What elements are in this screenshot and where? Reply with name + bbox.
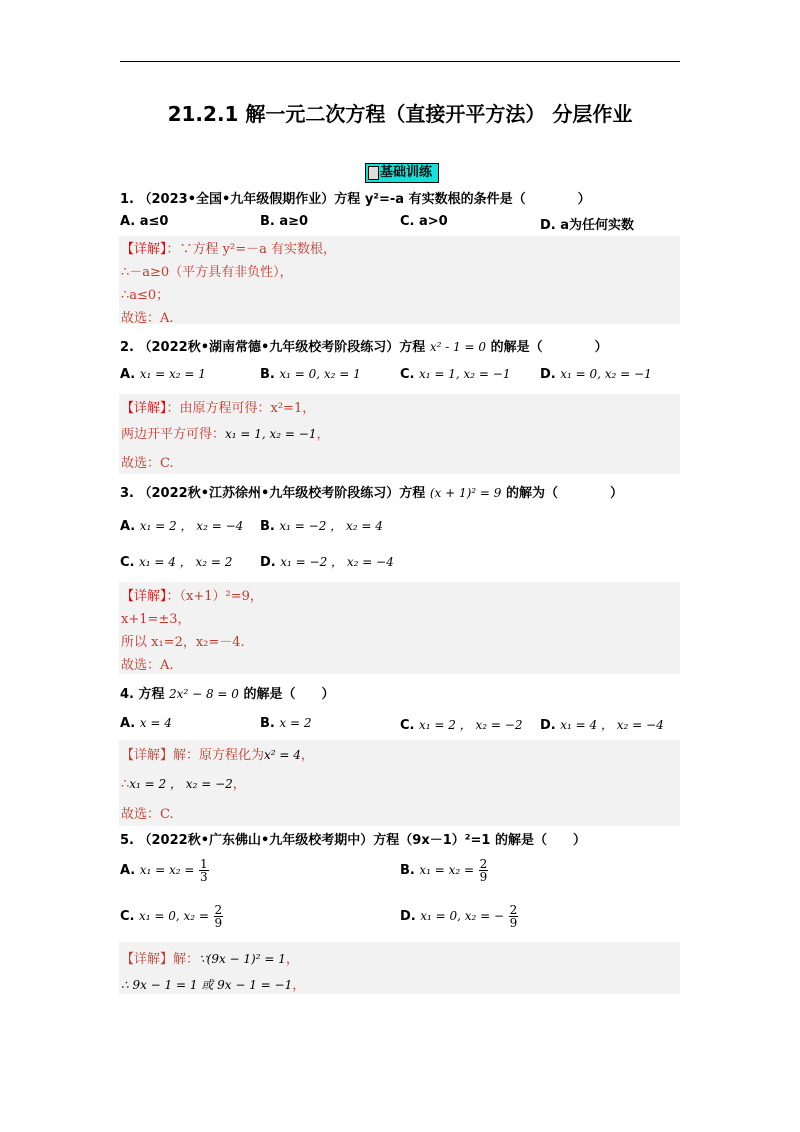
q4-equation: 2x² − 8 = 0 — [169, 687, 239, 701]
q4-answer-line: 【详解】解：原方程化为x² = 4， — [121, 748, 314, 763]
q5-answer-line: 【详解】解：∵(9x − 1)² = 1， — [121, 952, 299, 967]
q2-stem-text: 2. （2022秋•湖南常德•九年级校考阶段练习）方程 — [120, 340, 426, 355]
q1-answer-line: ∴a≤0； — [121, 288, 170, 303]
q3-answer-line: 所以 x₁=2，x₂=－4. — [121, 635, 245, 650]
q2-answer-box — [119, 394, 680, 474]
q4-option-d: D. x₁ = 4 ， x₂ = −4 — [540, 718, 664, 733]
q3-stem-text: 3. （2022秋•江苏徐州•九年级校考阶段练习）方程 — [120, 486, 426, 501]
q2-option-d: D. x₁ = 0, x₂ = −1 — [540, 367, 652, 382]
q5-option-d: D. x₁ = 0, x₂ = − $\frac{2}{9}$ — [400, 903, 518, 930]
q3-stem-tail: 的解为（ ） — [505, 486, 623, 501]
top-rule — [120, 61, 680, 62]
q3-equation: (x + 1)² = 9 — [429, 486, 502, 500]
question-5-stem: 5. （2022秋•广东佛山•九年级校考期中）方程（9x－1）²=1 的解是（ ） — [120, 833, 586, 848]
question-2-stem — [120, 336, 608, 355]
question-3-stem — [120, 482, 623, 501]
q1-answer-box — [119, 236, 680, 324]
section-badge — [365, 163, 439, 183]
q3-answer-line: x+1=±3， — [121, 612, 191, 627]
q1-answer-line: ∴－a≥0（平方具有非负性）， — [121, 265, 293, 280]
q2-option-b: B. x₁ = 0, x₂ = 1 — [260, 367, 361, 382]
q4-option-c: C. x₁ = 2 ， x₂ = −2 — [400, 718, 523, 733]
q1-answer-line: 故选：A. — [121, 311, 174, 326]
q5-answer-box — [119, 942, 680, 994]
q1-answer-line: 【详解】：∵方程 y²=－a 有实数根， — [121, 242, 336, 257]
q5-answer-line: ∴ 9x − 1 = 1 或 9x − 1 = −1， — [121, 978, 306, 993]
q5-option-c: C. x₁ = 0, x₂ = $\frac{2}{9}$ — [120, 903, 223, 930]
q2-stem-tail: 的解是（ ） — [490, 340, 608, 355]
q2-answer-line: 【详解】：由原方程可得：x²=1， — [121, 401, 316, 416]
section-label: 基础训练 — [380, 165, 433, 180]
q3-answer-box — [119, 582, 680, 674]
q5-option-b: B. x₁ = x₂ = $\frac{2}{9}$ — [400, 857, 488, 884]
question-4-stem — [120, 683, 334, 702]
q2-option-a: A. x₁ = x₂ = 1 — [120, 367, 206, 382]
q1-option-d: D. a为任何实数 — [540, 218, 635, 233]
q4-answer-box — [119, 740, 680, 826]
checkbox-icon — [368, 166, 379, 180]
q2-option-c: C. x₁ = 1, x₂ = −1 — [400, 367, 511, 382]
q4-option-b: B. x = 2 — [260, 716, 312, 731]
question-1-stem: 1. （2023•全国•九年级假期作业）方程 y²=-a 有实数根的条件是（ ） — [120, 192, 591, 207]
q3-answer-line: 故选：A. — [121, 658, 174, 673]
q4-stem-text: 4. 方程 — [120, 687, 165, 702]
q3-option-c: C. x₁ = 4 ， x₂ = 2 — [120, 555, 233, 570]
page-title: 21.2.1 解一元二次方程（直接开平方法） 分层作业 — [167, 102, 633, 126]
q4-answer-line: 故选：C. — [121, 807, 174, 822]
q3-option-b: B. x₁ = −2 ， x₂ = 4 — [260, 519, 383, 534]
q3-option-d: D. x₁ = −2 ， x₂ = −4 — [260, 555, 394, 570]
q1-option-b: B. a≥0 — [260, 214, 309, 229]
q4-answer-line: ∴x₁ = 2 ， x₂ = −2， — [121, 777, 246, 792]
q2-equation: x² - 1 = 0 — [429, 340, 487, 354]
q4-stem-tail: 的解是（ ） — [243, 687, 335, 702]
q1-option-a: A. a≤0 — [120, 214, 169, 229]
q3-option-a: A. x₁ = 2 ， x₂ = −4 — [120, 519, 244, 534]
q1-option-c: C. a>0 — [400, 214, 448, 229]
q3-answer-line: 【详解】：（x+1）²=9， — [121, 589, 263, 604]
q2-answer-line: 两边开平方可得：x₁ = 1, x₂ = −1， — [121, 427, 330, 442]
q4-option-a: A. x = 4 — [120, 716, 172, 731]
q2-answer-line: 故选：C. — [121, 456, 174, 471]
q5-option-a: A. x₁ = x₂ = $\frac{1}{3}$ — [120, 857, 208, 884]
